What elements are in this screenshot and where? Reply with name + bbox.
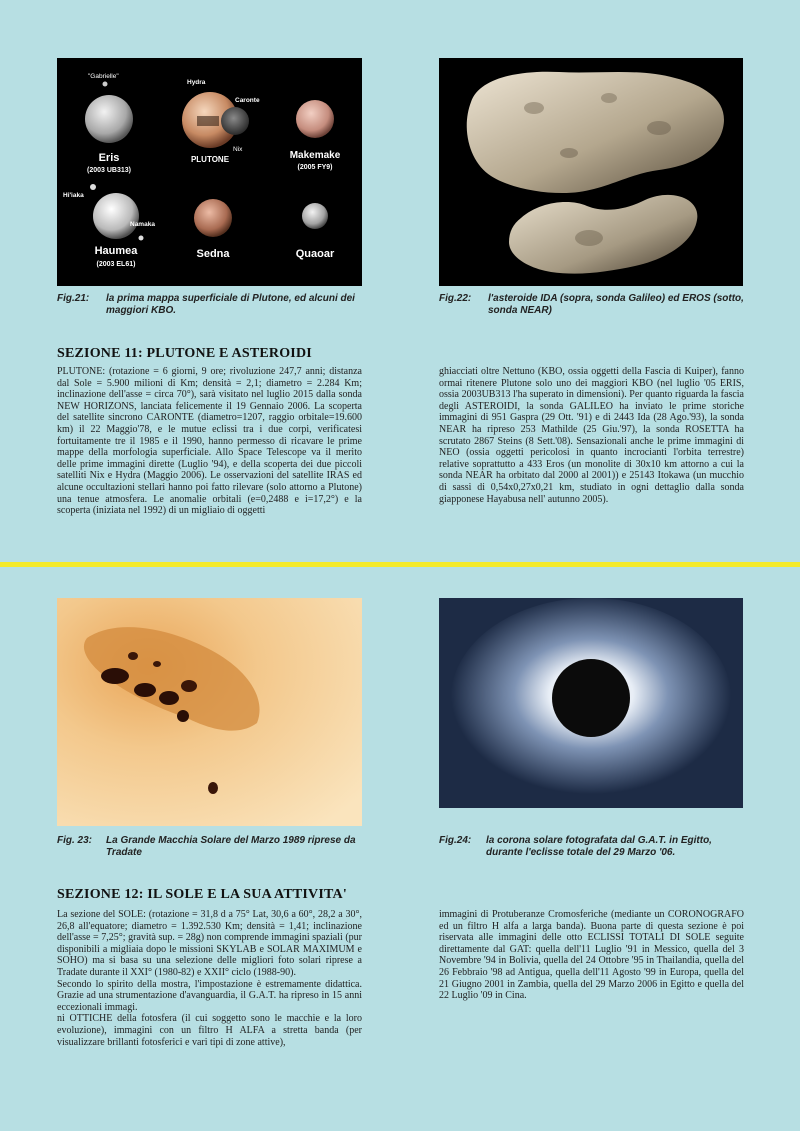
hiiaka-moon — [90, 184, 96, 190]
sedna-label: Sedna — [196, 248, 230, 260]
sunspot-image — [57, 598, 362, 826]
fig23-number: Fig. 23: — [57, 835, 93, 846]
makemake-code-label: (2005 FY9) — [297, 164, 333, 171]
moon-disk — [552, 659, 630, 737]
haumea-planet — [93, 193, 139, 239]
haumea-code-label: (2003 EL61) — [96, 261, 136, 268]
hiiaka-label: Hi'iaka — [63, 192, 84, 199]
hydra-label: Hydra — [187, 79, 206, 86]
eclipse-image — [439, 598, 743, 808]
fig21-number: Fig.21: — [57, 293, 90, 304]
gabrielle-moon — [103, 82, 108, 87]
section12-left-text-2: Secondo lo spirito della mostra, l'impostazione è estremamente didattica. Grazie ad una strumentazione d'avanguardia, il G.A.T. ha ripreso in 15 anni eccezionali immagi. — [57, 978, 362, 1013]
haumea-label: Haumea — [94, 245, 138, 257]
eros-asteroid — [509, 195, 697, 274]
fig23-text: La Grande Macchia Solare del Marzo 1989 riprese da Tradate — [106, 835, 356, 858]
fig24-number: Fig.24: — [439, 835, 472, 846]
section12-right-column — [439, 909, 744, 1002]
sedna-planet — [194, 199, 232, 237]
section11-heading: SEZIONE 11: PLUTONE E ASTEROIDI — [57, 346, 312, 361]
section12-left-text-1: La sezione del SOLE: (rotazione = 31,8 d a 75° Lat, 30,6 a 60°, 28,2 a 30°, 26,8 all'equatore; diametro = 1.392.530 Km; densità = 1,41; inclinazione dell'asse = 7,25°; gravità sup. = 28g) non comprende immagini spaziali (pur disponibili a migliaia dopo le missioni SKYLAB e SOLAR MAXIMUM e SOHO) ma si basa su una selezione delle migliori foto solari riprese a Tradate durante il XXI° (1980-82) e XXII° ciclo (1988-90). — [57, 909, 362, 978]
asteroids-image — [439, 58, 743, 286]
section12-right-text: immagini di Protuberanze Cromosferiche (mediante un CORONOGRAFO ed un filtro H alfa a larga banda). Buona parte di questa sezione è poi riservata alle immagini delle otto ECLISSI TOTALI DI SOLE seguite direttamente dal GAT: quella dell'11 Luglio '91 in Messico, quella del 3 Novembre '94 in Bolivia, quella del 24 Ottobre '95 in Thailandia, quella del 26 Febbraio '98 ad Antigua, quella dell'11 Agosto '99 in Europa, quella del 21 Giugno 2001 in Zambia, quella del 29 Marzo 2006 in Egitto e quella del 22 Luglio '09 in Cina. — [439, 909, 744, 1002]
fig22-number: Fig.22: — [439, 293, 472, 304]
section11-right-column — [439, 366, 744, 505]
fig21-text: la prima mappa superficiale di Plutone, ed alcuni dei maggiori KBO. — [106, 293, 355, 316]
makemake-planet — [296, 100, 334, 138]
fig24-text: la corona solare fotografata dal G.A.T. in Egitto, durante l'eclisse totale del 29 Marzo '06. — [486, 835, 712, 858]
plutone-label: PLUTONE — [190, 155, 230, 164]
section-divider — [0, 562, 800, 567]
eris-label: Eris — [98, 152, 120, 164]
eris-code-label: (2003 UB313) — [87, 167, 131, 174]
section11-left-column — [57, 366, 362, 517]
kbo-image — [57, 58, 362, 286]
quaoar-label: Quaoar — [295, 248, 335, 260]
section12-left-column — [57, 909, 362, 1048]
gabrielle-label: "Gabrielle" — [88, 73, 119, 80]
section12-heading: SEZIONE 12: IL SOLE E LA SUA ATTIVITA' — [57, 887, 347, 902]
fig22-text: l'asteroide IDA (sopra, sonda Galileo) ed EROS (sotto, sonda NEAR) — [488, 293, 744, 316]
section12-left-text-3: ni OTTICHE della fotosfera (il cui soggetto sono le macchie e la loro evoluzione), immagini con un filtro H ALFA a stretta banda (per visualizzare brillanti fotosferici e vari tipi di zone attive), — [57, 1013, 362, 1048]
caronte-label: Caronte — [235, 97, 260, 104]
ida-asteroid — [467, 72, 724, 193]
sunspot-main — [101, 668, 129, 684]
charon-moon — [221, 107, 249, 135]
makemake-label: Makemake — [289, 150, 341, 161]
namaka-moon — [139, 236, 144, 241]
namaka-label: Namaka — [130, 221, 155, 228]
nix-label: Nix — [233, 146, 243, 153]
section11-right-text: ghiacciati oltre Nettuno (KBO, ossia oggetti della Fascia di Kuiper), fanno ormai ritenere Plutone solo uno dei maggiori KBO (nel luglio '05 ERIS, ossia 2003UB313 l'ha superato in dimensioni). Per quanto riguarda la fascia degli ASTEROIDI, la sonda GALILEO ha inviato le prime storiche immagini di 951 Gaspra (29 Ott. '91) e di 2443 Ida (28 Ago.'93), la sonda NEAR ha ripreso 253 Mathilde (25 Giu.'97), la sonda ROSETTA ha scrutato 2867 Steins (8 Sett.'08). Sensazionali anche le prime immagini di NEO (ossia oggetti pericolosi in quanto incrocianti l'orbita terrestre) relative soprattutto a 433 Eros (un monolite di 30x10 km attorno a cui la sonda NEAR ha orbitato dal 2000 al 2001)) e 25143 Itokawa (un mucchio di sassi di 0,54x0,27x0,21 km, studiato in ogni dettaglio dalla sonda giapponese Hayabusa nell' autunno 2005). — [439, 366, 744, 505]
quaoar-planet — [302, 203, 328, 229]
eris-planet — [85, 95, 133, 143]
section11-left-text: PLUTONE: (rotazione = 6 giorni, 9 ore; rivoluzione 247,7 anni; distanza dal Sole = 5.900 milioni di Km; densità = 2,1; diametro = 2.284 Km; inclinazione dell'asse = circa 70°), sarà visitato nel luglio 2015 dalla sonda NEW HORIZONS, lanciata felicemente il 19 Gennaio 2006. La scoperta del satellite sincrono CARONTE (diametro=1207, raggio orbitale=19.600 km) il 22 Maggio'78, e le mutue eclissi tra i due corpi, verificatesi fortuitamente tre il 1985 e il 1990, hanno permesso di ricavare le prime mappe della morfologia superficiale. Allo Space Telescope va il merito delle prime immagini dirette (Luglio '94), e della scoperta dei due piccoli satelliti Nix e Hydra (Maggio 2006). Le osservazioni del satellite IRAS ed alcune occultazioni stellari hanno poi fatto rilevare (solo attorno a Plutone) una tenue atmosfera. Le anomalie orbitali (e=0,2488 e i=17,2°) e la scoperta (iniziata nel 1992) di un migliaio di oggetti — [57, 366, 362, 517]
